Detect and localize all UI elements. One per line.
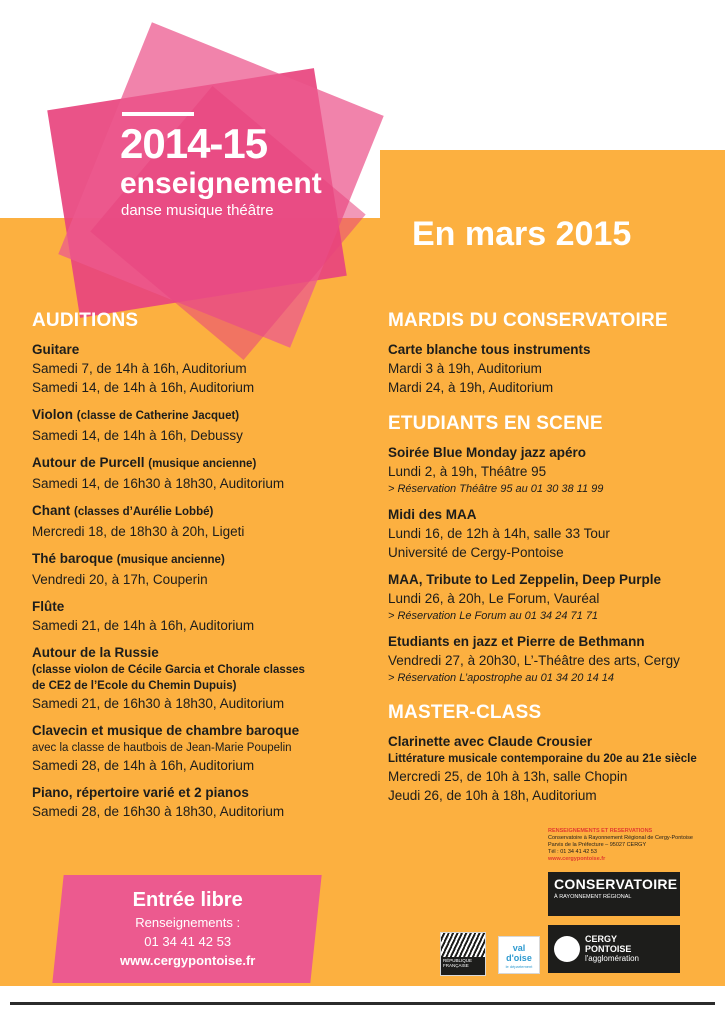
left-column [32, 310, 352, 823]
event-line: Samedi 14, de 14h à 16h, Debussy [32, 428, 243, 443]
agglo-line-3: l'agglomération [585, 954, 640, 963]
event-line: Samedi 14, de 16h30 à 18h30, Auditorium [32, 476, 285, 491]
reservations-title: RENSEIGNEMENTS ET RESERVATIONS [548, 828, 653, 834]
event-line: Vendredi 27, à 20h30, L’-Théâtre des arts, Cergy [388, 653, 680, 668]
reservations-line-3: Tél : 01 34 41 42 53 [548, 849, 597, 855]
event-item [32, 643, 352, 713]
logo-rule [122, 112, 194, 116]
event-detail: de CE2 de l’Ecole du Chemin Dupuis) [32, 680, 237, 692]
event-line: Jeudi 26, de 10h à 18h, Auditorium [388, 788, 597, 803]
event-title: Chant [32, 503, 71, 518]
conservatoire-logo [548, 872, 680, 916]
event-title: Etudiants en jazz et Pierre de Bethmann [388, 634, 645, 649]
event-item [32, 405, 352, 445]
prefecture-logo [440, 932, 486, 976]
bottom-rule [10, 1002, 715, 1005]
event-detail: (classe violon de Cécile Garcia et Chorale classes [32, 664, 305, 676]
event-item [388, 443, 698, 497]
event-title: Clavecin et musique de chambre baroque [32, 723, 300, 738]
event-title: Autour de la Russie [32, 645, 159, 660]
event-title: Midi des MAA [388, 507, 477, 522]
event-line: Samedi 14, de 14h à 16h, Auditorium [32, 380, 255, 395]
event-line: Samedi 21, de 14h à 16h, Auditorium [32, 618, 255, 633]
event-line: Samedi 28, de 14h à 16h, Auditorium [32, 758, 255, 773]
event-title: Violon [32, 407, 74, 422]
section-heading-auditions: AUDITIONS [32, 310, 139, 331]
logo-subtitle: danse musique théâtre [121, 202, 274, 219]
free-entry-website[interactable]: www.cergypontoise.fr [120, 953, 256, 968]
event-line: Lundi 16, de 12h à 14h, salle 33 Tour [388, 526, 610, 541]
event-subtitle: (musique ancienne) [148, 458, 257, 470]
free-entry-info-label: Renseignements : [135, 915, 241, 930]
event-title: Thé baroque [32, 551, 114, 566]
event-item [388, 340, 698, 397]
reservations-line-2: Parvis de la Préfecture – 95027 CERGY [548, 842, 647, 848]
event-reservation: > Réservation Le Forum au 01 34 24 71 71 [388, 610, 599, 622]
event-line: Mercredi 18, de 18h30 à 20h, Ligeti [32, 524, 245, 539]
event-item [388, 505, 698, 562]
free-entry-phone: 01 34 41 42 53 [144, 934, 232, 949]
agglo-line-1: CERGY [585, 934, 618, 944]
event-title: Guitare [32, 342, 80, 357]
event-title: Clarinette avec Claude Crousier [388, 734, 593, 749]
event-subtitle: (classe de Catherine Jacquet) [76, 410, 240, 422]
valdoise-line-2: d'oise [506, 953, 532, 963]
free-entry-title: Entrée libre [132, 889, 243, 911]
event-line: Samedi 28, de 16h30 à 18h30, Auditorium [32, 804, 285, 819]
event-line: Mardi 24, à 19h, Auditorium [388, 380, 554, 395]
event-line: Samedi 21, de 16h30 à 18h30, Auditorium [32, 696, 285, 711]
agglo-line-2: PONTOISE [585, 944, 632, 954]
event-line: Lundi 26, à 20h, Le Forum, Vauréal [388, 591, 600, 606]
event-title: Soirée Blue Monday jazz apéro [388, 445, 587, 460]
event-item [388, 570, 698, 624]
valdoise-line-1: val [512, 943, 526, 953]
event-line: Vendredi 20, à 17h, Couperin [32, 572, 208, 587]
event-line: Mercredi 25, de 10h à 13h, salle Chopin [388, 769, 628, 784]
event-item [388, 732, 698, 805]
conservatoire-subtitle: À RAYONNEMENT RÉGIONAL [554, 894, 632, 900]
section-heading-mardis: MARDIS DU CONSERVATOIRE [388, 310, 668, 331]
reservations-info [548, 828, 708, 863]
prefecture-mark-icon [441, 933, 485, 957]
section-heading-masterclass: MASTER-CLASS [388, 702, 542, 723]
brand-logo [104, 112, 334, 220]
prefecture-caption: RÉPUBLIQUE FRANÇAISE [443, 958, 473, 968]
reservations-line-1: Conservatoire à Rayonnement Régional de Cergy-Pontoise [548, 835, 693, 841]
event-title: Flûte [32, 599, 65, 614]
agglo-mark-icon [554, 936, 580, 962]
event-title: Carte blanche tous instruments [388, 342, 591, 357]
event-item [32, 453, 352, 493]
logo-year: 2014-15 [120, 120, 268, 167]
logo-word: enseignement [120, 167, 322, 200]
event-detail: Littérature musicale contemporaine du 20e au 21e siècle [388, 753, 697, 765]
event-title: Autour de Purcell [32, 455, 145, 470]
event-reservation: > Réservation Théâtre 95 au 01 30 38 11 99 [388, 483, 604, 495]
agglomeration-logo [548, 925, 680, 973]
event-line: Mardi 3 à 19h, Auditorium [388, 361, 542, 376]
section-heading-etudiants: ETUDIANTS EN SCENE [388, 413, 603, 434]
conservatoire-name: CONSERVATOIRE [554, 876, 678, 892]
event-title: MAA, Tribute to Led Zeppelin, Deep Purple [388, 572, 662, 587]
valdoise-logo [498, 936, 540, 974]
valdoise-caption: le département [505, 964, 533, 969]
event-title: Piano, répertoire varié et 2 pianos [32, 785, 249, 800]
page-title: En mars 2015 [412, 215, 632, 253]
event-subtitle: (classes d’Aurélie Lobbé) [74, 506, 214, 518]
event-item [32, 783, 352, 821]
right-column [388, 310, 698, 807]
event-item [32, 549, 352, 589]
event-line: Samedi 7, de 14h à 16h, Auditorium [32, 361, 247, 376]
event-subtitle: (musique ancienne) [116, 554, 225, 566]
free-entry-box [52, 875, 321, 983]
event-item [32, 501, 352, 541]
event-line: Lundi 2, à 19h, Théâtre 95 [388, 464, 547, 479]
bottom-white-band [0, 986, 725, 1012]
event-item [32, 340, 352, 397]
event-item [32, 597, 352, 635]
event-line: Université de Cergy-Pontoise [388, 545, 564, 560]
event-detail: avec la classe de hautbois de Jean-Marie Poupelin [32, 742, 292, 754]
event-item [388, 632, 698, 686]
top-white-band [0, 0, 725, 60]
event-item [32, 721, 352, 775]
reservations-website[interactable]: www.cergypontoise.fr [548, 856, 606, 862]
event-reservation: > Réservation L’apostrophe au 01 34 20 14 14 [388, 672, 614, 684]
